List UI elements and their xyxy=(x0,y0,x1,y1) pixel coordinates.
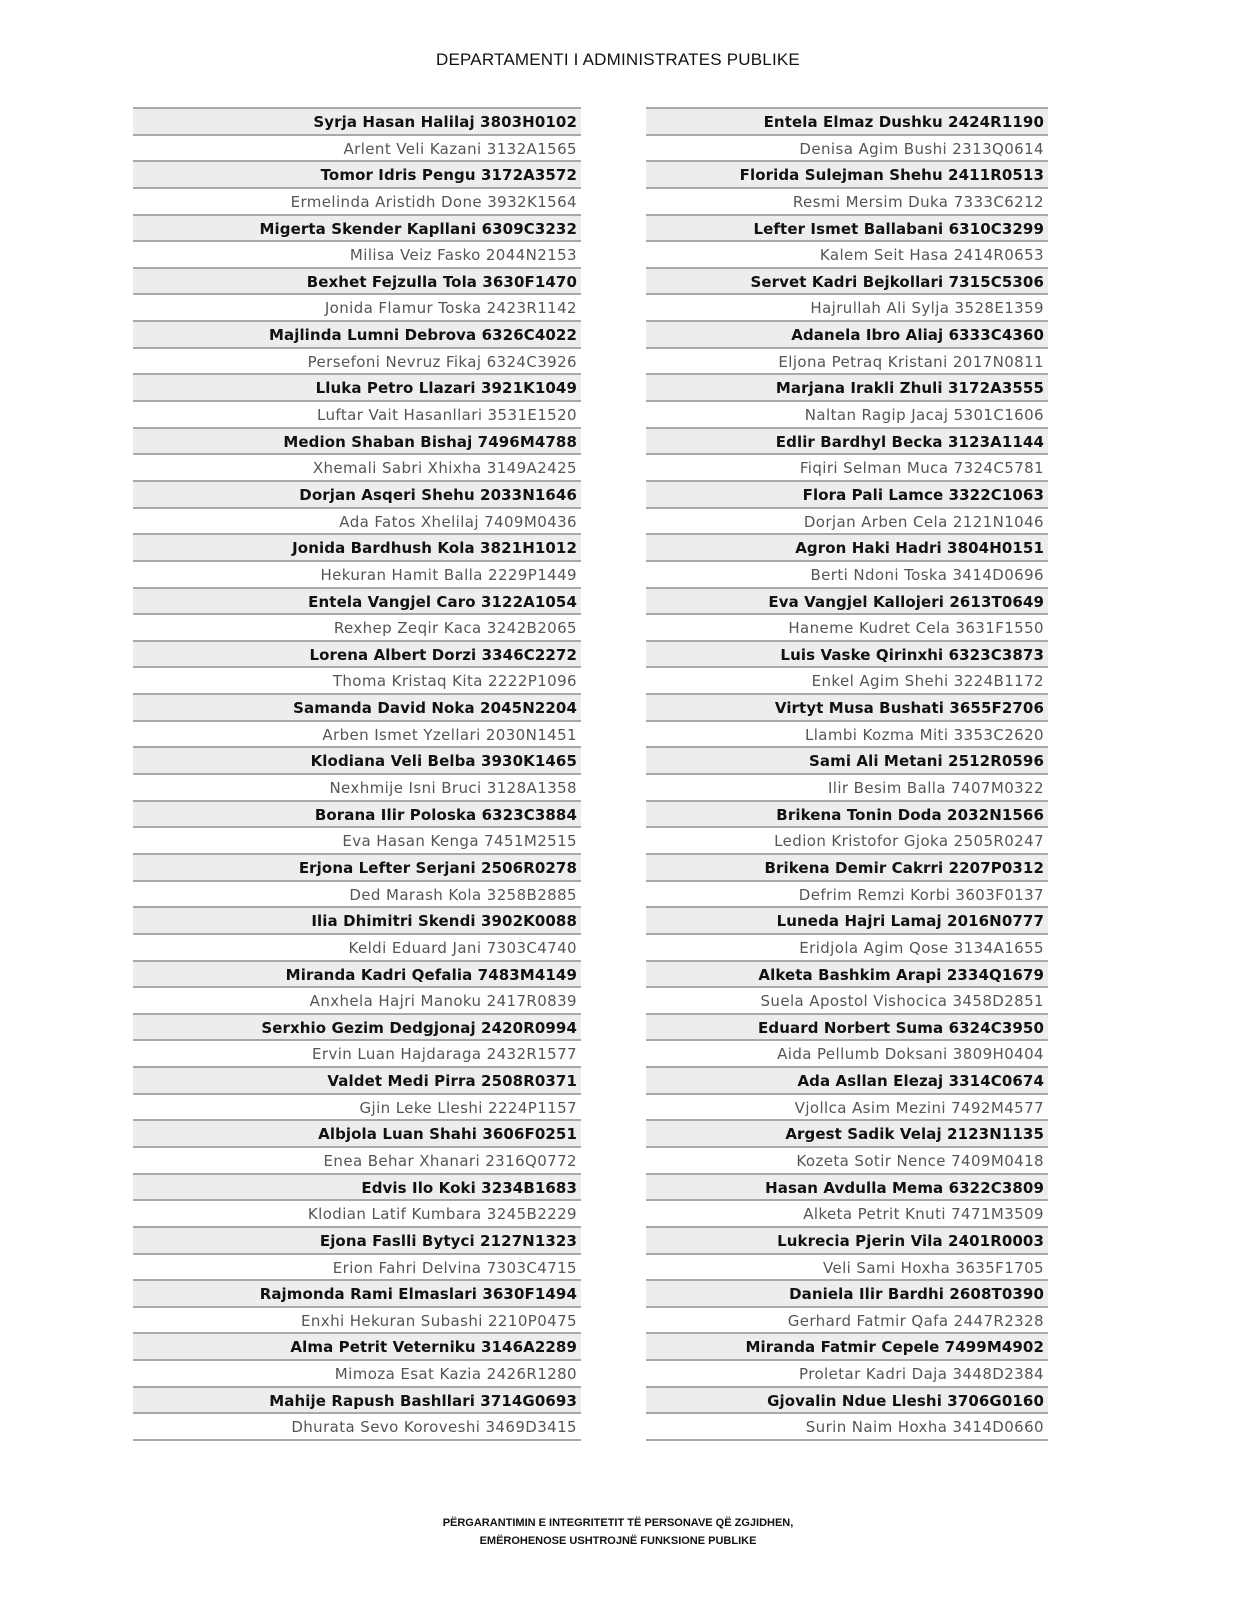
list-item: Thoma Kristaq Kita 2222P1096 xyxy=(133,668,581,695)
list-item: Argest Sadik Velaj 2123N1135 xyxy=(646,1121,1048,1148)
list-item: Ilir Besim Balla 7407M0322 xyxy=(646,775,1048,802)
list-item: Denisa Agim Bushi 2313Q0614 xyxy=(646,136,1048,163)
list-item: Miranda Kadri Qefalia 7483M4149 xyxy=(133,962,581,989)
list-item: Milisa Veiz Fasko 2044N2153 xyxy=(133,242,581,269)
list-item: Bexhet Fejzulla Tola 3630F1470 xyxy=(133,269,581,296)
list-item: Defrim Remzi Korbi 3603F0137 xyxy=(646,882,1048,909)
list-item: Alketa Petrit Knuti 7471M3509 xyxy=(646,1201,1048,1228)
list-item: Miranda Fatmir Cepele 7499M4902 xyxy=(646,1334,1048,1361)
list-item: Kozeta Sotir Nence 7409M0418 xyxy=(646,1148,1048,1175)
list-item: Medion Shaban Bishaj 7496M4788 xyxy=(133,429,581,456)
list-item: Berti Ndoni Toska 3414D0696 xyxy=(646,562,1048,589)
list-item: Enea Behar Xhanari 2316Q0772 xyxy=(133,1148,581,1175)
left-name-column xyxy=(133,107,581,1441)
list-item: Eva Hasan Kenga 7451M2515 xyxy=(133,828,581,855)
list-item: Dhurata Sevo Koroveshi 3469D3415 xyxy=(133,1414,581,1441)
list-item: Entela Vangjel Caro 3122A1054 xyxy=(133,589,581,616)
list-item: Jonida Bardhush Kola 3821H1012 xyxy=(133,535,581,562)
list-item: Hajrullah Ali Sylja 3528E1359 xyxy=(646,295,1048,322)
list-item: Erjona Lefter Serjani 2506R0278 xyxy=(133,855,581,882)
list-item: Mimoza Esat Kazia 2426R1280 xyxy=(133,1361,581,1388)
list-item: Mahije Rapush Bashllari 3714G0693 xyxy=(133,1388,581,1415)
list-item: Ada Asllan Elezaj 3314C0674 xyxy=(646,1068,1048,1095)
list-item: Serxhio Gezim Dedgjonaj 2420R0994 xyxy=(133,1015,581,1042)
list-item: Naltan Ragip Jacaj 5301C1606 xyxy=(646,402,1048,429)
list-item: Surin Naim Hoxha 3414D0660 xyxy=(646,1414,1048,1441)
list-item: Aida Pellumb Doksani 3809H0404 xyxy=(646,1041,1048,1068)
footer-line-1: PËRGARANTIMIN E INTEGRITETIT TË PERSONAVE QË ZGJIDHEN, xyxy=(442,1517,794,1529)
list-item: Veli Sami Hoxha 3635F1705 xyxy=(646,1255,1048,1282)
list-item: Lorena Albert Dorzi 3346C2272 xyxy=(133,642,581,669)
list-item: Agron Haki Hadri 3804H0151 xyxy=(646,535,1048,562)
list-item: Haneme Kudret Cela 3631F1550 xyxy=(646,615,1048,642)
list-item: Klodiana Veli Belba 3930K1465 xyxy=(133,748,581,775)
list-item: Resmi Mersim Duka 7333C6212 xyxy=(646,189,1048,216)
list-item: Valdet Medi Pirra 2508R0371 xyxy=(133,1068,581,1095)
list-item: Sami Ali Metani 2512R0596 xyxy=(646,748,1048,775)
list-item: Llambi Kozma Miti 3353C2620 xyxy=(646,722,1048,749)
list-item: Enkel Agim Shehi 3224B1172 xyxy=(646,668,1048,695)
list-item: Majlinda Lumni Debrova 6326C4022 xyxy=(133,322,581,349)
list-item: Eridjola Agim Qose 3134A1655 xyxy=(646,935,1048,962)
list-item: Xhemali Sabri Xhixha 3149A2425 xyxy=(133,455,581,482)
list-item: Florida Sulejman Shehu 2411R0513 xyxy=(646,162,1048,189)
list-item: Marjana Irakli Zhuli 3172A3555 xyxy=(646,375,1048,402)
list-item: Enxhi Hekuran Subashi 2210P0475 xyxy=(133,1308,581,1335)
right-name-column xyxy=(646,107,1048,1441)
list-item: Eduard Norbert Suma 6324C3950 xyxy=(646,1015,1048,1042)
list-item: Nexhmije Isni Bruci 3128A1358 xyxy=(133,775,581,802)
list-item: Eljona Petraq Kristani 2017N0811 xyxy=(646,349,1048,376)
list-item: Ermelinda Aristidh Done 3932K1564 xyxy=(133,189,581,216)
list-item: Syrja Hasan Halilaj 3803H0102 xyxy=(133,107,581,136)
list-item: Erion Fahri Delvina 7303C4715 xyxy=(133,1255,581,1282)
list-item: Ilia Dhimitri Skendi 3902K0088 xyxy=(133,908,581,935)
list-item: Dorjan Asqeri Shehu 2033N1646 xyxy=(133,482,581,509)
list-item: Luneda Hajri Lamaj 2016N0777 xyxy=(646,908,1048,935)
list-item: Lluka Petro Llazari 3921K1049 xyxy=(133,375,581,402)
list-item: Gerhard Fatmir Qafa 2447R2328 xyxy=(646,1308,1048,1335)
list-item: Entela Elmaz Dushku 2424R1190 xyxy=(646,107,1048,136)
list-item: Edlir Bardhyl Becka 3123A1144 xyxy=(646,429,1048,456)
list-item: Ervin Luan Hajdaraga 2432R1577 xyxy=(133,1041,581,1068)
list-item: Luis Vaske Qirinxhi 6323C3873 xyxy=(646,642,1048,669)
list-item: Gjin Leke Lleshi 2224P1157 xyxy=(133,1095,581,1122)
list-item: Adanela Ibro Aliaj 6333C4360 xyxy=(646,322,1048,349)
list-item: Luftar Vait Hasanllari 3531E1520 xyxy=(133,402,581,429)
list-item: Rajmonda Rami Elmaslari 3630F1494 xyxy=(133,1281,581,1308)
list-item: Migerta Skender Kapllani 6309C3232 xyxy=(133,216,581,243)
list-item: Jonida Flamur Toska 2423R1142 xyxy=(133,295,581,322)
list-item: Alma Petrit Veterniku 3146A2289 xyxy=(133,1334,581,1361)
list-item: Ejona Faslli Bytyci 2127N1323 xyxy=(133,1228,581,1255)
list-item: Fiqiri Selman Muca 7324C5781 xyxy=(646,455,1048,482)
list-item: Klodian Latif Kumbara 3245B2229 xyxy=(133,1201,581,1228)
footer xyxy=(0,1514,1236,1550)
list-item: Arben Ismet Yzellari 2030N1451 xyxy=(133,722,581,749)
page-title: DEPARTAMENTI I ADMINISTRATES PUBLIKE xyxy=(436,50,800,69)
list-item: Keldi Eduard Jani 7303C4740 xyxy=(133,935,581,962)
list-item: Dorjan Arben Cela 2121N1046 xyxy=(646,509,1048,536)
list-item: Flora Pali Lamce 3322C1063 xyxy=(646,482,1048,509)
list-item: Hasan Avdulla Mema 6322C3809 xyxy=(646,1175,1048,1202)
list-item: Suela Apostol Vishocica 3458D2851 xyxy=(646,988,1048,1015)
list-item: Proletar Kadri Daja 3448D2384 xyxy=(646,1361,1048,1388)
list-item: Persefoni Nevruz Fikaj 6324C3926 xyxy=(133,349,581,376)
list-item: Ded Marash Kola 3258B2885 xyxy=(133,882,581,909)
list-item: Lukrecia Pjerin Vila 2401R0003 xyxy=(646,1228,1048,1255)
list-item: Brikena Tonin Doda 2032N1566 xyxy=(646,802,1048,829)
list-item: Gjovalin Ndue Lleshi 3706G0160 xyxy=(646,1388,1048,1415)
list-item: Ada Fatos Xhelilaj 7409M0436 xyxy=(133,509,581,536)
list-item: Arlent Veli Kazani 3132A1565 xyxy=(133,136,581,163)
list-item: Vjollca Asim Mezini 7492M4577 xyxy=(646,1095,1048,1122)
list-item: Kalem Seit Hasa 2414R0653 xyxy=(646,242,1048,269)
list-item: Rexhep Zeqir Kaca 3242B2065 xyxy=(133,615,581,642)
list-item: Virtyt Musa Bushati 3655F2706 xyxy=(646,695,1048,722)
list-item: Anxhela Hajri Manoku 2417R0839 xyxy=(133,988,581,1015)
list-item: Tomor Idris Pengu 3172A3572 xyxy=(133,162,581,189)
list-item: Edvis Ilo Koki 3234B1683 xyxy=(133,1175,581,1202)
list-item: Eva Vangjel Kallojeri 2613T0649 xyxy=(646,589,1048,616)
list-item: Samanda David Noka 2045N2204 xyxy=(133,695,581,722)
list-item: Hekuran Hamit Balla 2229P1449 xyxy=(133,562,581,589)
list-item: Borana Ilir Poloska 6323C3884 xyxy=(133,802,581,829)
list-item: Lefter Ismet Ballabani 6310C3299 xyxy=(646,216,1048,243)
footer-line-2: EMËROHENOSE USHTROJNË FUNKSIONE PUBLIKE xyxy=(479,1535,757,1547)
list-item: Albjola Luan Shahi 3606F0251 xyxy=(133,1121,581,1148)
list-item: Servet Kadri Bejkollari 7315C5306 xyxy=(646,269,1048,296)
list-item: Ledion Kristofor Gjoka 2505R0247 xyxy=(646,828,1048,855)
list-item: Brikena Demir Cakrri 2207P0312 xyxy=(646,855,1048,882)
list-item: Alketa Bashkim Arapi 2334Q1679 xyxy=(646,962,1048,989)
list-item: Daniela Ilir Bardhi 2608T0390 xyxy=(646,1281,1048,1308)
